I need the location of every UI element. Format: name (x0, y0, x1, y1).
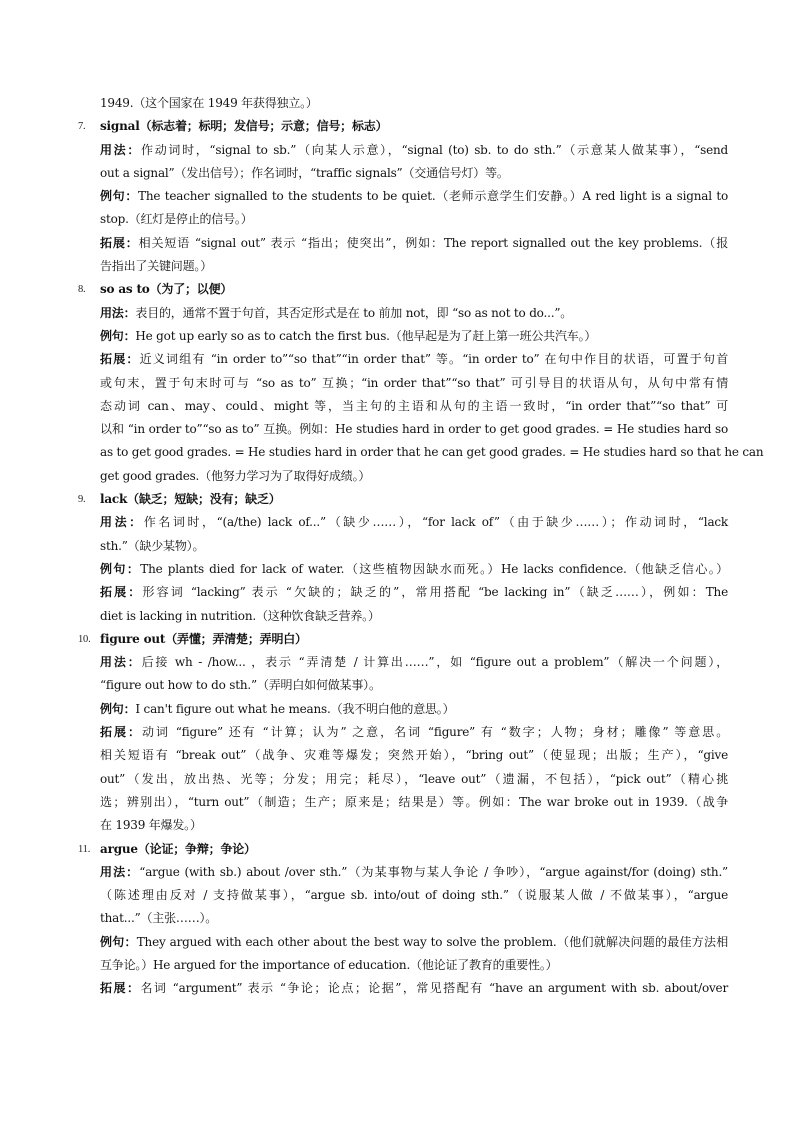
entry-meaning: （论证；争辩；争论） (137, 841, 256, 856)
entry-word: so as to (100, 282, 150, 297)
line-text: “argue (with sb.) about /over sth.”（为某事物与某人争论 / 争吵），“argue against/for (doing) sth.” (139, 864, 728, 879)
usage-label: 用法： (100, 515, 144, 530)
extension-line (78, 721, 728, 744)
entry-word: figure out (100, 631, 166, 646)
entry-heading (78, 115, 728, 138)
line-text: The teacher signalled to the students to be quiet.（老师示意学生们安静。）A red light is a signal to (138, 189, 729, 204)
entry-meaning: （标志着；标明；发信号；示意；信号；标志） (139, 119, 388, 134)
line-text: 作名词时，“(a/the) lack of...”（缺少……），“for lack of”（由于缺少……）；作动词时，“lack (143, 515, 728, 530)
line-text: 表目的，通常不置于句首，其否定形式是在 to 前加 not，即 “so as not to do...”。 (135, 305, 573, 320)
entry-word: signal (100, 119, 140, 134)
continuation-line: stop.（红灯是停止的信号。） (100, 212, 253, 227)
continuation-line: get good grades.（他努力学习为了取得好成绩。） (100, 468, 371, 483)
extension-line (78, 581, 728, 604)
line-text: 后接 wh - /how... ，表示 “弄清楚 / 计算出……”，如 “figure out a problem”（解决一个问题）， (141, 655, 728, 670)
continuation-line: 在 1939 年爆发。） (100, 818, 202, 833)
example-line (78, 325, 728, 348)
example-label: 例句： (100, 561, 141, 576)
continuation-line: 告指出了关键问题。） (100, 259, 213, 274)
entry-lack (78, 488, 728, 628)
entry-heading (78, 628, 728, 651)
usage-line (78, 139, 728, 162)
continuation-line: sth.”（缺少某物）。 (100, 538, 205, 553)
example-label: 例句： (100, 701, 136, 716)
usage-label: 用法： (100, 655, 142, 670)
entry-meaning: （缺乏；短缺；没有；缺乏） (127, 492, 281, 507)
entry-number: 10. (78, 633, 91, 645)
entry-signal (78, 115, 728, 278)
line-text: The plants died for lack of water.（这些植物因缺水而死。）He lacks confidence.（他缺乏信心。） (140, 561, 729, 576)
entry-argue (78, 838, 728, 1001)
line-text: 形容词 “lacking” 表示 “欠缺的；缺乏的”，常用搭配 “be lacking in”（缺乏……），例如：The (142, 585, 728, 600)
continuation-line: 以和 “in order to”“so as to” 互换。例如：He studies hard in order to get good grades. = He studies hard so (100, 422, 728, 437)
continuation-line: diet is lacking in nutrition.（这种饮食缺乏营养。） (100, 608, 380, 623)
continuation-line: 选；辨别出），“turn out”（制造；生产；原来是；结果是）等。例如：The war broke out in 1939.（战争 (100, 794, 728, 809)
entry-figure-out (78, 628, 728, 838)
entry-heading (78, 278, 728, 301)
continuation-line: out”（发出，放出热、光等；分发；用完；耗尽），“leave out”（遗漏，不包括），“pick out”（精心挑 (100, 771, 728, 786)
example-label: 例句： (100, 189, 139, 204)
continuation-line: 相关短语有 “break out”（战争、灾难等爆发；突然开始），“bring out”（使显现；出版；生产），“give (100, 748, 728, 763)
entry-heading (78, 488, 728, 511)
entry-word: argue (100, 841, 138, 856)
entry-meaning: （弄懂；弄清楚；弄明白） (165, 631, 307, 646)
extension-label: 拓展： (100, 585, 143, 600)
extension-label: 拓展： (100, 235, 139, 250)
example-line (78, 185, 728, 208)
continuation-line: as to get good grades. = He studies hard in order that he can get good grades. = He studies hard so that he can (100, 445, 764, 460)
usage-label: 用法： (100, 142, 142, 157)
line-text: 名词 “argument” 表示 “争论；论点；论据”，常见搭配有 “have an argument with sb. about/over (140, 981, 728, 996)
line-text: 作动词时，“signal to sb.”（向某人示意），“signal (to) sb. to do sth.”（示意某人做某事），“send (141, 142, 729, 157)
example-label: 例句： (100, 328, 136, 343)
entry-number: 11. (78, 843, 91, 855)
entry-so-as-to (78, 278, 764, 488)
usage-label: 用法： (100, 305, 136, 320)
line-text: 近义词组有 “in order to”“so that”“in order that” 等。“in order to” 在句中作目的状语，可置于句首 (139, 352, 728, 367)
line-text: I can't figure out what he means.（我不明白他的意思。） (135, 701, 455, 716)
example-label: 例句： (100, 934, 137, 949)
entry-meaning: （为了；以便） (149, 282, 233, 297)
usage-label: 用法： (100, 864, 140, 879)
extension-line (78, 977, 728, 1000)
entry-number: 7. (78, 121, 86, 133)
continuation-line: （陈述理由反对 / 支持做某事），“argue sb. into/out of doing sth.”（说服某人做 / 不做某事），“argue (100, 888, 728, 903)
continuation-line: “figure out how to do sth.”（弄明白如何做某事）。 (100, 678, 381, 693)
example-line (78, 698, 728, 721)
continuation-line: 互争论。）He argued for the importance of education.（他论证了教育的重要性。） (100, 957, 558, 972)
line-text: They argued with each other about the best way to solve the problem.（他们就解决问题的最佳方法相 (136, 934, 728, 949)
entry-number: 9. (78, 494, 86, 506)
vocabulary-notes (78, 92, 764, 1001)
extension-line (78, 232, 728, 255)
usage-line (78, 861, 728, 884)
usage-line (78, 511, 728, 534)
entry-word: lack (100, 492, 128, 507)
entry-heading (78, 838, 728, 861)
line-text: He got up early so as to catch the first bus.（他早起是为了赶上第一班公共汽车。） (135, 328, 597, 343)
extension-label: 拓展： (100, 725, 142, 740)
entry-number: 8. (78, 284, 86, 296)
continuation-line: that...”（主张……）。 (100, 911, 218, 926)
extension-line (78, 348, 728, 371)
usage-line (78, 651, 728, 674)
continuation-line: out a signal”（发出信号）；作名词时，“traffic signals”（交通信号灯）等。 (100, 165, 509, 180)
example-line (78, 931, 728, 954)
extension-label: 拓展： (100, 981, 141, 996)
intro-line: 1949.（这个国家在 1949 年获得独立。） (100, 96, 318, 110)
line-text: 动词 “figure” 还有 “计算；认为” 之意，名词 “figure” 有 “数字；人物；身材；雕像” 等意思。 (141, 725, 728, 740)
extension-label: 拓展： (100, 352, 140, 367)
usage-line (78, 302, 728, 325)
continuation-line: 态动词 can、may、could、might 等，当主句的主语和从句的主语一致时，“in order that”“so that” 可 (100, 398, 728, 413)
example-line (78, 558, 728, 581)
continuation-line: 或句末，置于句末时可与 “so as to” 互换；“in order that”“so that” 可引导目的状语从句，从句中常有情 (100, 375, 728, 390)
line-text: 相关短语 “signal out” 表示 “指出；使突出”，例如：The report signalled out the key problems.（报 (138, 235, 728, 250)
